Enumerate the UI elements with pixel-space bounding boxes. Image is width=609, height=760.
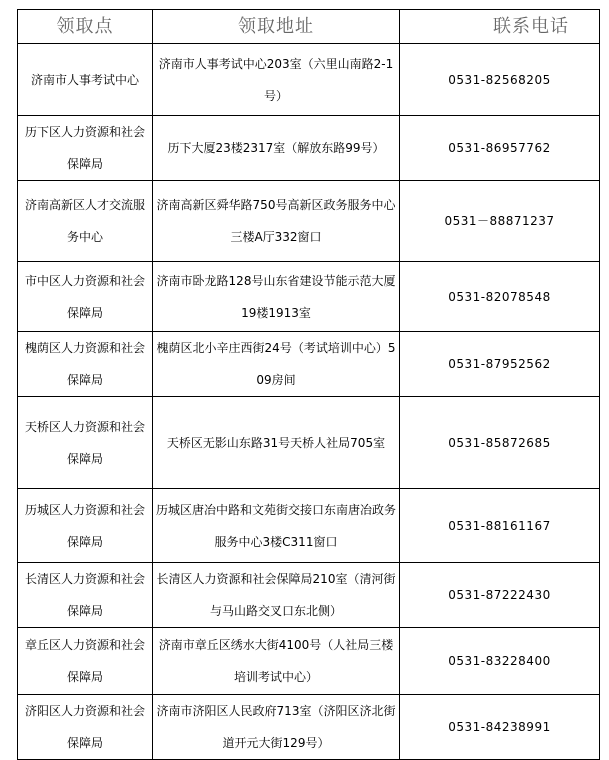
cell-phone: 0531-87952562 — [400, 332, 600, 397]
cell-phone: 0531-82568205 — [400, 44, 600, 116]
cell-location: 济南高新区人才交流服务中心 — [18, 181, 153, 262]
table-row — [18, 695, 600, 760]
header-address: 领取地址 — [153, 10, 400, 44]
table-row — [18, 332, 600, 397]
cell-location: 章丘区人力资源和社会保障局 — [18, 628, 153, 695]
cell-address: 天桥区无影山东路31号天桥人社局705室 — [153, 397, 400, 489]
cell-phone: 0531-87222430 — [400, 563, 600, 628]
cell-location: 槐荫区人力资源和社会保障局 — [18, 332, 153, 397]
pickup-locations-table — [17, 9, 600, 760]
table-row — [18, 44, 600, 116]
cell-location: 长清区人力资源和社会保障局 — [18, 563, 153, 628]
cell-location: 市中区人力资源和社会保障局 — [18, 262, 153, 332]
table-row — [18, 628, 600, 695]
cell-location: 济南市人事考试中心 — [18, 44, 153, 116]
cell-address: 槐荫区北小辛庄西街24号（考试培训中心）509房间 — [153, 332, 400, 397]
cell-location: 济阳区人力资源和社会保障局 — [18, 695, 153, 760]
table-row — [18, 397, 600, 489]
cell-location: 历下区人力资源和社会保障局 — [18, 116, 153, 181]
cell-address: 历下大厦23楼2317室（解放东路99号） — [153, 116, 400, 181]
cell-phone: 0531-83228400 — [400, 628, 600, 695]
table-row — [18, 563, 600, 628]
table-row — [18, 181, 600, 262]
header-location: 领取点 — [18, 10, 153, 44]
cell-address: 济南市济阳区人民政府713室（济阳区济北街道开元大街129号） — [153, 695, 400, 760]
table-row — [18, 116, 600, 181]
cell-location: 历城区人力资源和社会保障局 — [18, 489, 153, 563]
cell-phone: 0531-85872685 — [400, 397, 600, 489]
table-row — [18, 489, 600, 563]
table-header-row — [18, 10, 600, 44]
cell-address: 历城区唐冶中路和文苑街交接口东南唐冶政务服务中心3楼C311窗口 — [153, 489, 400, 563]
cell-address: 济南市章丘区绣水大街4100号（人社局三楼培训考试中心） — [153, 628, 400, 695]
header-phone: 联系电话 — [400, 10, 600, 44]
cell-phone: 0531-84238991 — [400, 695, 600, 760]
cell-address: 济南市人事考试中心203室（六里山南路2-1号） — [153, 44, 400, 116]
cell-address: 长清区人力资源和社会保障局210室（清河街与马山路交叉口东北侧） — [153, 563, 400, 628]
cell-location: 天桥区人力资源和社会保障局 — [18, 397, 153, 489]
cell-address: 济南市卧龙路128号山东省建设节能示范大厦19楼1913室 — [153, 262, 400, 332]
cell-phone: 0531-88161167 — [400, 489, 600, 563]
cell-phone: 0531-82078548 — [400, 262, 600, 332]
cell-phone: 0531－88871237 — [400, 181, 600, 262]
cell-address: 济南高新区舜华路750号高新区政务服务中心三楼A厅332窗口 — [153, 181, 400, 262]
cell-phone: 0531-86957762 — [400, 116, 600, 181]
table-row — [18, 262, 600, 332]
